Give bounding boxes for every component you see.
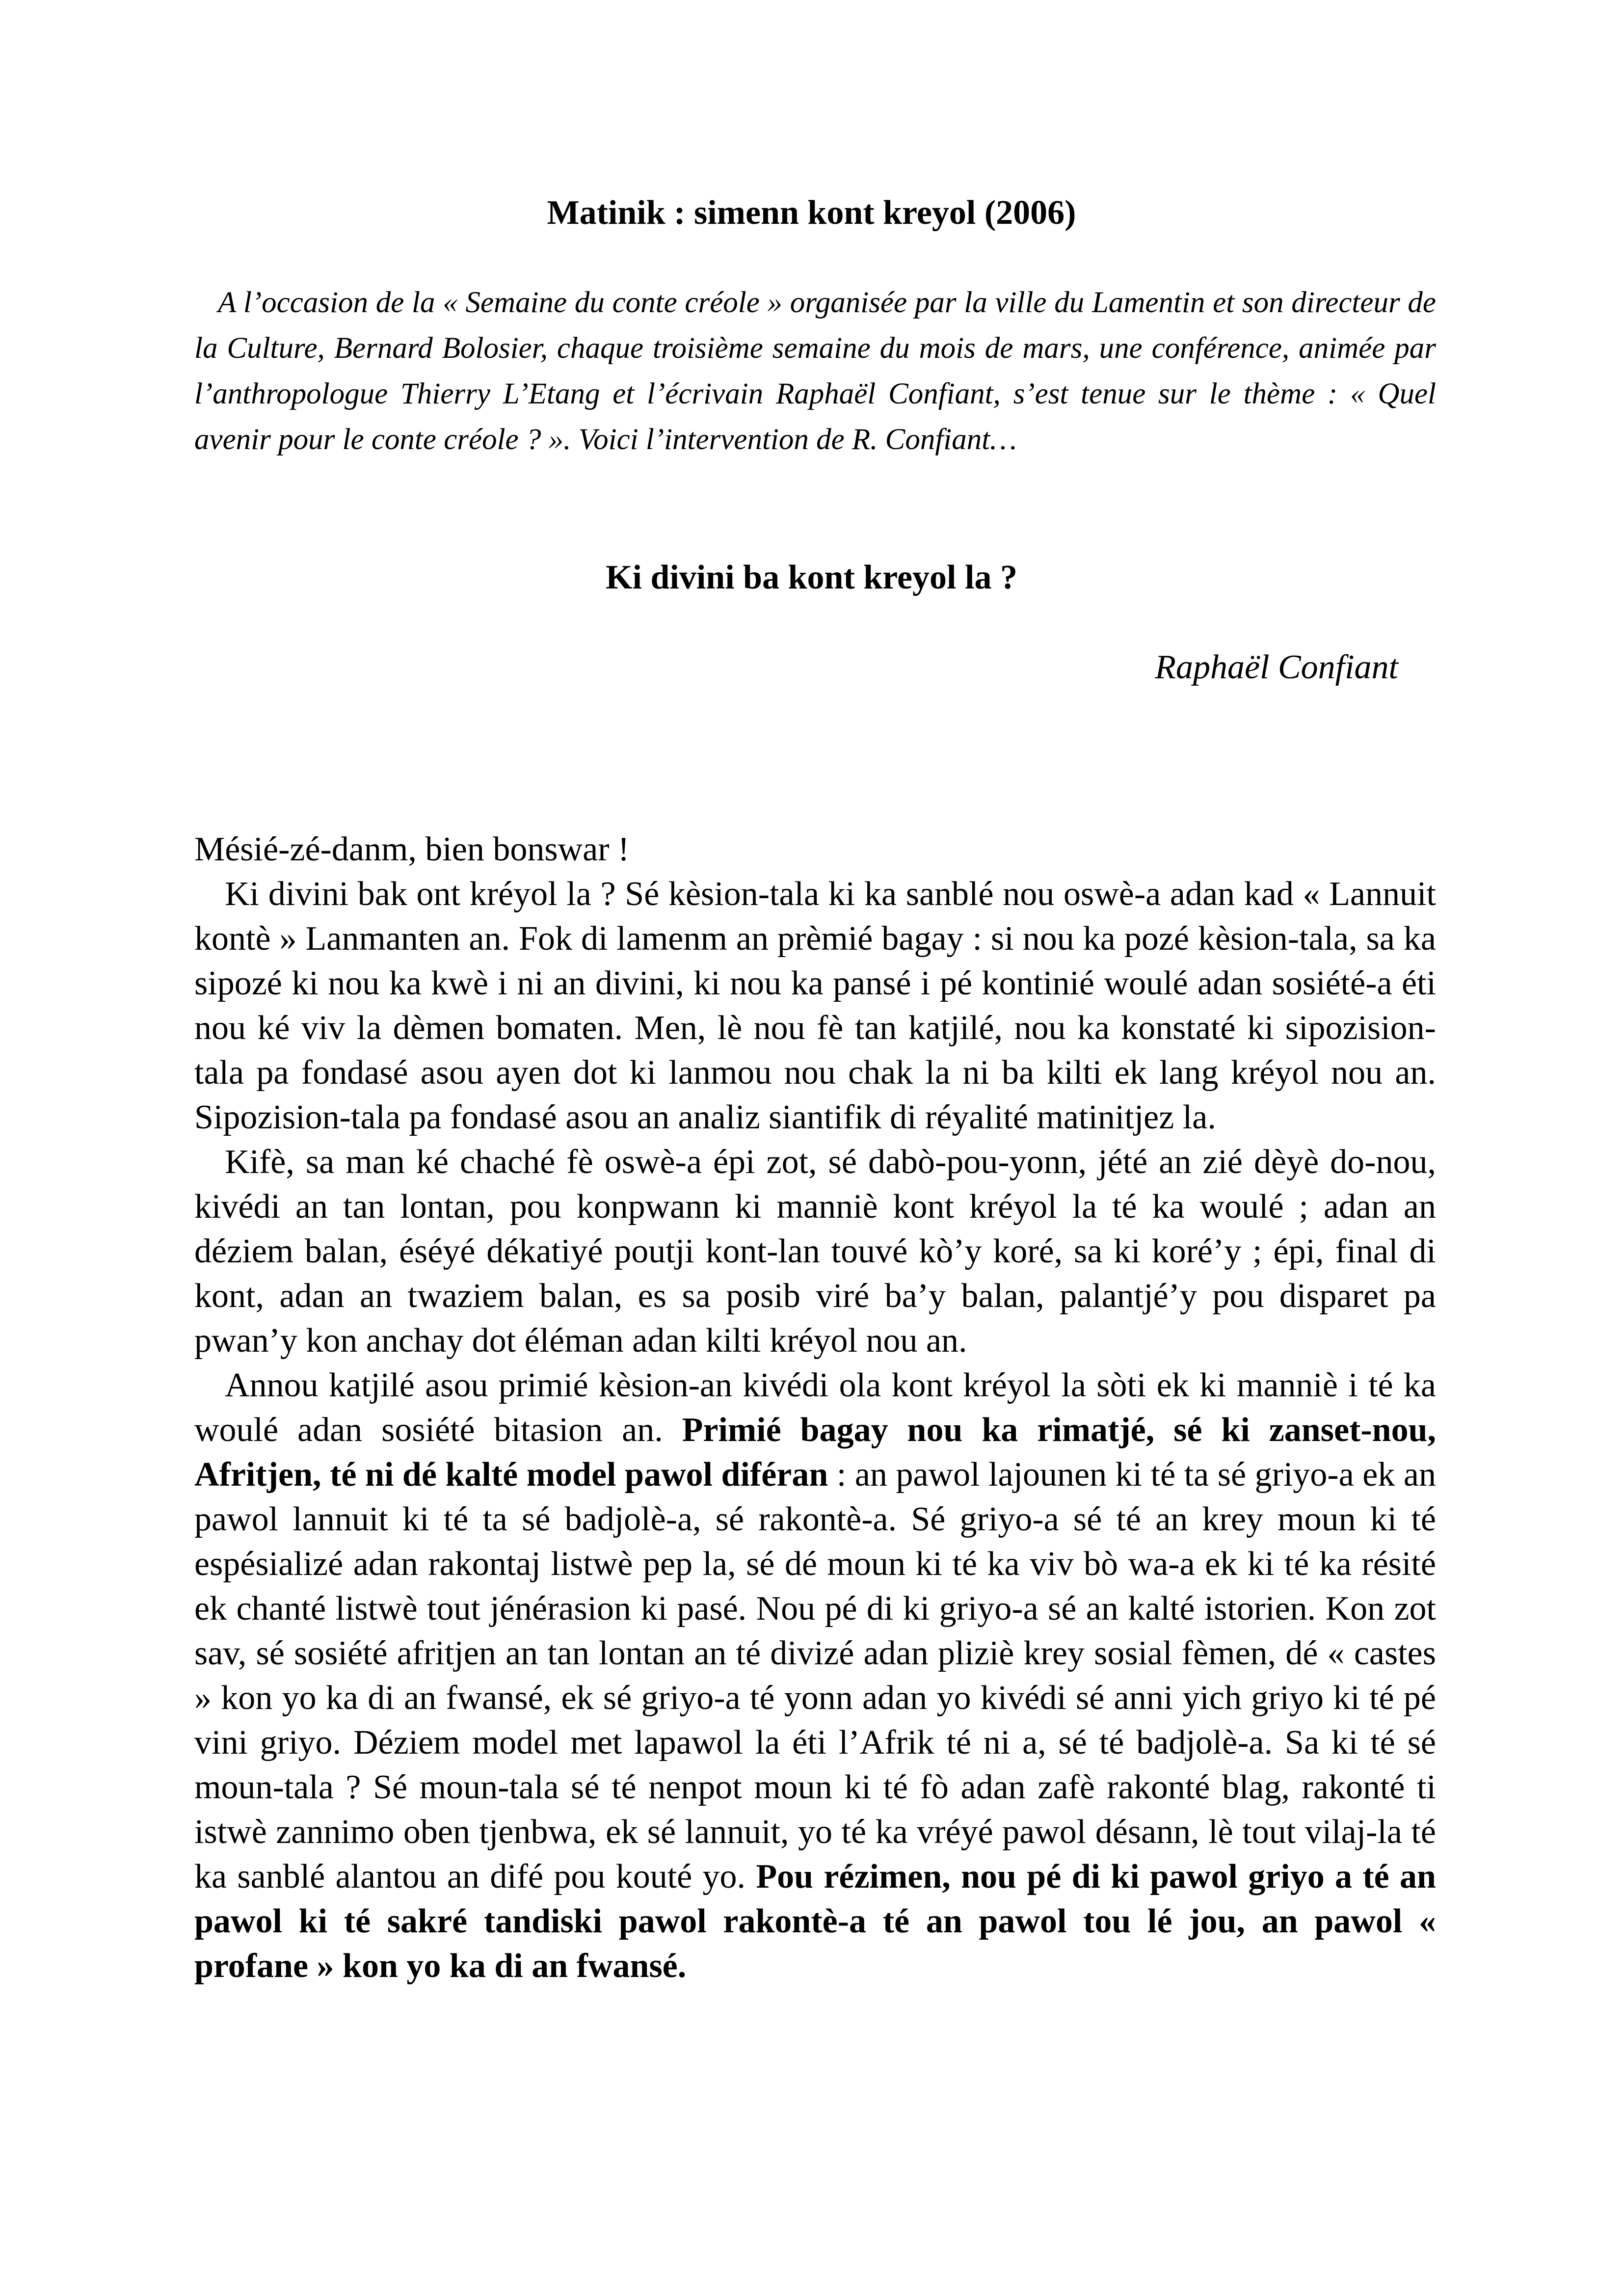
author-name: Raphaël Confiant xyxy=(1155,648,1398,686)
body-paragraph-2: Kifè, sa man ké chaché fè oswè-a épi zot, sé dabò-pou-yonn, jété an zié dèyè do-nou, kivédi an tan lontan, pou konpwann ki manniè kont kréyol la té ka woulé ; adan an déziem balan, éséyé dékatiyé poutji kont-lan touvé kò’y koré, sa ki koré’y ; épi, final di kont, adan an twaziem balan, es sa posib viré ba’y balan, palantjé’y pou disparet pa pwan’y kon anchay dot éléman adan kilti kréyol nou an. xyxy=(194,1143,1436,1360)
article-body xyxy=(194,827,1436,1988)
paragraph-3-emphasis: Primié bagay nou ka rimatjé, sé ki zanset-nou, Afritjen, té ni dé kalté model pawol diféran xyxy=(194,1411,1436,1494)
page-title: Matinik : simenn kont kreyol (2006) xyxy=(547,194,1076,232)
paragraph-3-summary: Pou rézimen, nou pé di ki pawol griyo a té an pawol ki té sakré tandiski pawol rakontè-a té an pawol tou lé jou, an pawol « profane » kon yo ka di an fwansé. xyxy=(194,1858,1436,1985)
body-paragraph-3 xyxy=(194,1363,1436,1988)
body-paragraph-1: Ki divini bak ont kréyol la ? Sé kèsion-tala ki ka sanblé nou oswè-a adan kad « Lannuit kontè » Lanmanten an. Fok di lamenm an prèmié bagay : si nou ka pozé kèsion-tala, sa ka sipozé ki nou ka kwè i ni an divini, ki nou ka pansé i pé kontinié woulé adan sosiété-a éti nou ké viv la dèmen bomaten. Men, lè nou fè tan katjilé, nou ka konstaté ki sipozision-tala pa fondasé asou ayen dot ki lanmou nou chak la ni ba kilti ek lang kréyol nou an. Sipozision-tala pa fondasé asou an analiz siantifik di réyalité matinitjez la. xyxy=(194,875,1436,1136)
greeting-line: Mésié-zé-danm, bien bonswar ! xyxy=(194,830,630,868)
paragraph-3-body: : an pawol lajounen ki té ta sé griyo-a ek an pawol lannuit ki té ta sé badjolè-a, sé rakontè-a. Sé griyo-a sé té an krey moun ki té espésializé adan rakontaj listwè pep la, sé dé moun ki té ka viv bò wa-a ek ki té ka résité ek chanté listwè tout jénérasion ki pasé. Nou pé di ki griyo-a sé an kalté istorien. Kon zot sav, sé sosiété afritjen an tan lontan an té divizé adan pliziè krey sosial fèmen, dé « castes » kon yo ka di an fwansé, ek sé griyo-a té yonn adan yo kivédi sé anni yich griyo ki té pé vini griyo. Déziem model met lapawol la éti l’Afrik té ni a, sé té badjolè-a. Sa ki té sé moun-tala ? Sé moun-tala sé té nenpot moun ki té fò adan zafè rakonté blag, rakonté ti istwè zannimo oben tjenbwa, ek sé lannuit, yo té ka vréyé pawol désann, lè tout vilaj-la té ka sanblé alantou an difé pou kouté yo. xyxy=(194,1456,1436,1896)
paragraph-3-intro: Annou katjilé asou primié kèsion-an kivédi ola kont kréyol la sòti ek ki manniè i té ka woulé adan sosiété bitasion an. xyxy=(194,1366,1436,1449)
article-title: Ki divini ba kont kreyol la ? xyxy=(606,559,1017,596)
intro-paragraph: A l’occasion de la « Semaine du conte créole » organisée par la ville du Lamentin et son directeur de la Culture, Bernard Bolosier, chaque troisième semaine du mois de mars, une conférence, animée par l’anthropologue Thierry L’Etang et l’écrivain Raphaël Confiant, s’est tenue sur le thème : « Quel avenir pour le conte créole ? ». Voici l’intervention de R. Confiant… xyxy=(194,286,1436,456)
